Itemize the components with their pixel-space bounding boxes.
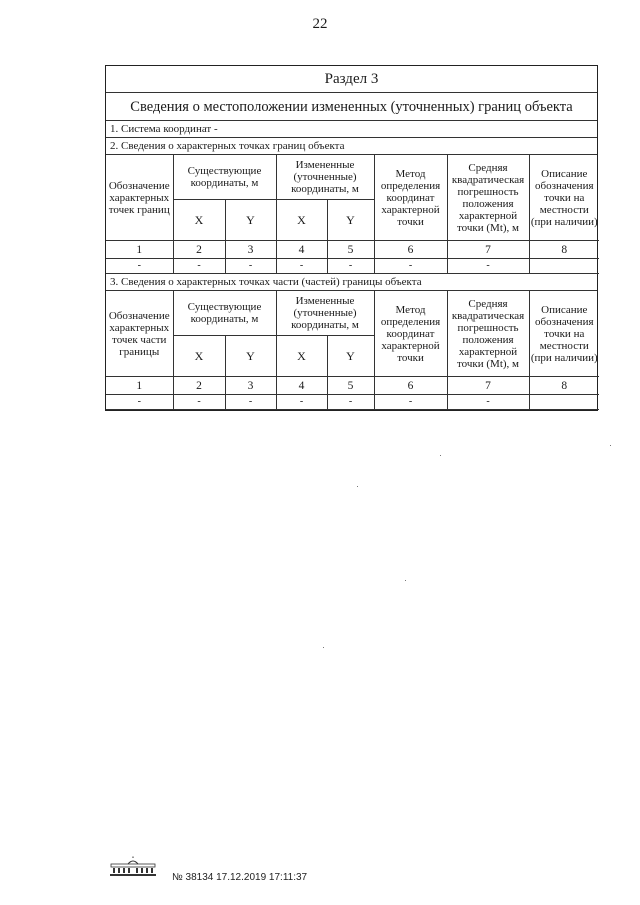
column-number: 5	[327, 377, 374, 395]
column-number: 7	[447, 377, 529, 395]
table-cell: -	[327, 259, 374, 274]
header-changed-coordinates: Измененные (уточненные) координаты, м	[276, 155, 374, 200]
registry-stamp	[108, 856, 158, 883]
column-number: 8	[529, 377, 599, 395]
page-number: 22	[312, 16, 328, 32]
header-method: Метод определения координат характерной точки	[374, 291, 447, 377]
column-number: 6	[374, 241, 447, 259]
header-existing-coordinates: Существующие координаты, м	[173, 291, 276, 336]
header-description: Описание обозначения точки на местности (при наличии)	[529, 155, 599, 241]
table2-caption: 3. Сведения о характерных точках части (частей) границы объекта	[106, 274, 597, 291]
scan-speck	[610, 445, 611, 446]
characteristic-points-table	[106, 155, 599, 274]
section-title: Раздел 3	[106, 66, 597, 93]
column-number: 8	[529, 241, 599, 259]
table-cell: -	[327, 395, 374, 410]
table-cell	[529, 395, 599, 410]
section-subtitle: Сведения о местоположении измененных (уточненных) границ объекта	[106, 93, 597, 121]
column-number: 2	[173, 377, 225, 395]
table-cell: -	[374, 395, 447, 410]
column-number: 2	[173, 241, 225, 259]
header-changed-y: Y	[327, 336, 374, 377]
header-existing-x: X	[173, 200, 225, 241]
header-existing-y: Y	[225, 200, 276, 241]
column-number: 5	[327, 241, 374, 259]
scan-speck	[357, 486, 358, 487]
column-number: 6	[374, 377, 447, 395]
header-method: Метод определения координат характерной точки	[374, 155, 447, 241]
coordinate-system-label: 1. Система координат -	[106, 121, 597, 138]
column-number: 7	[447, 241, 529, 259]
table-cell: -	[173, 395, 225, 410]
building-stamp-icon	[108, 856, 158, 878]
column-number: 1	[106, 241, 173, 259]
header-existing-y: Y	[225, 336, 276, 377]
table-cell: -	[225, 259, 276, 274]
table-cell: -	[447, 259, 529, 274]
column-number: 4	[276, 241, 327, 259]
registration-number: № 38134 17.12.2019 17:11:37	[172, 872, 308, 883]
header-existing-x: X	[173, 336, 225, 377]
header-changed-x: X	[276, 336, 327, 377]
column-number: 3	[225, 241, 276, 259]
table-cell: -	[447, 395, 529, 410]
scan-speck	[440, 455, 441, 456]
table-cell: -	[276, 259, 327, 274]
table-cell: -	[374, 259, 447, 274]
table-cell: -	[225, 395, 276, 410]
column-number: 4	[276, 377, 327, 395]
table-cell: -	[106, 259, 173, 274]
header-description: Описание обозначения точки на местности (при наличии)	[529, 291, 599, 377]
document-frame	[105, 65, 598, 411]
scan-speck	[323, 647, 324, 648]
table-cell: -	[276, 395, 327, 410]
header-error: Средняя квадратическая погрешность положения характерной точки (Mt), м	[447, 291, 529, 377]
header-designation: Обозначение характерных точек части границы	[106, 291, 173, 377]
table1-caption: 2. Сведения о характерных точках границ объекта	[106, 138, 597, 155]
boundary-part-points-table	[106, 291, 599, 410]
scan-speck	[405, 580, 406, 581]
column-number: 1	[106, 377, 173, 395]
table-cell	[529, 259, 599, 274]
column-number: 3	[225, 377, 276, 395]
table-cell: -	[106, 395, 173, 410]
header-designation: Обозначение характерных точек границ	[106, 155, 173, 241]
header-changed-coordinates: Измененные (уточненные) координаты, м	[276, 291, 374, 336]
header-changed-x: X	[276, 200, 327, 241]
header-changed-y: Y	[327, 200, 374, 241]
table-cell: -	[173, 259, 225, 274]
header-existing-coordinates: Существующие координаты, м	[173, 155, 276, 200]
header-error: Средняя квадратическая погрешность положения характерной точки (Mt), м	[447, 155, 529, 241]
